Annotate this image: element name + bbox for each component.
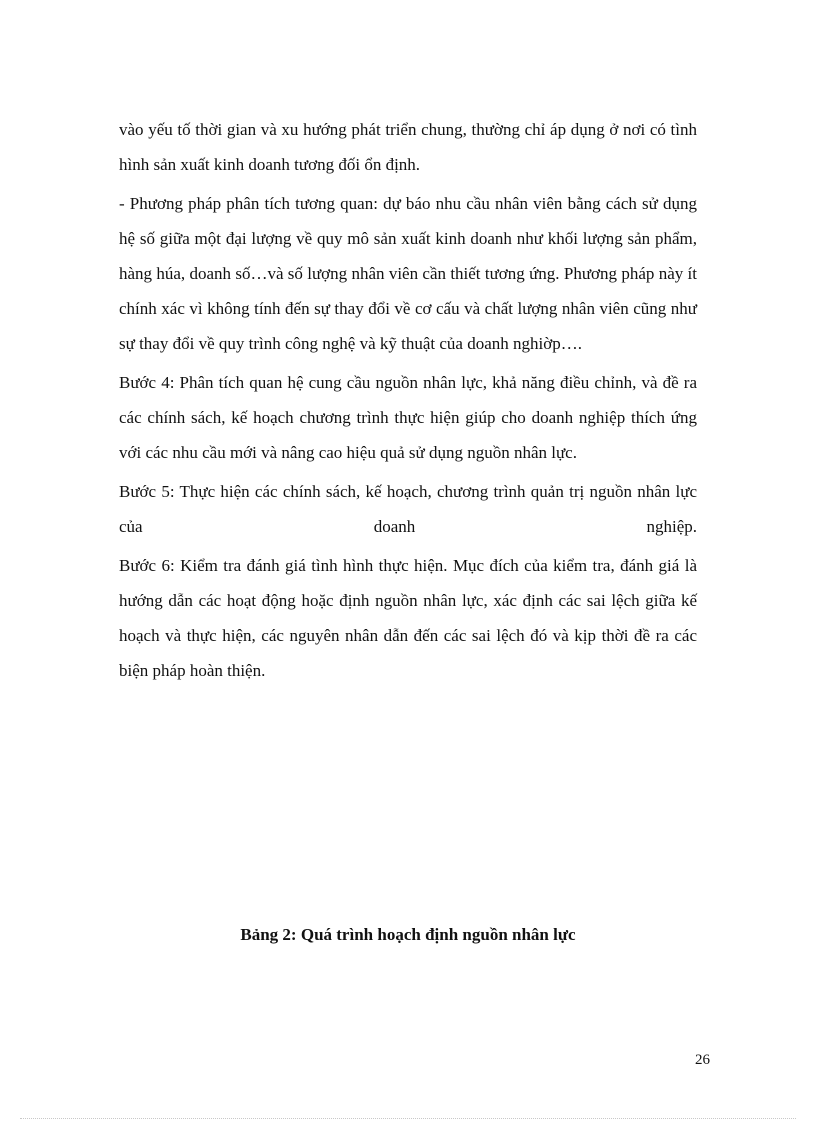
- page-number: 26: [695, 1052, 710, 1068]
- paragraph-trend-method-continued: vào yếu tố thời gian và xu hướng phát triển chung, thường chỉ áp dụng ở nơi có tình hình sản xuất kinh doanh tương đối ổn định.: [119, 120, 697, 174]
- page-body: [119, 112, 697, 688]
- paragraph-correlation-method: - Phương pháp phân tích tương quan: dự báo nhu cầu nhân viên bằng cách sử dụng hệ số giữa một đại lượng về quy mô sản xuất kinh doanh như khối lượng sản phẩm, hàng húa, doanh số…và số lượng nhân viên cần thiết tương ứng. Phương pháp này ít chính xác vì không tính đến sự thay đổi về cơ cấu và chất lượng nhân viên cũng như sự thay đổi về quy trình công nghệ và kỹ thuật của doanh nghiờp….: [119, 194, 697, 353]
- paragraph-step-5: Bước 5: Thực hiện các chính sách, kế hoạch, chương trình quản trị nguồn nhân lực của doanh nghiệp.: [119, 482, 697, 536]
- paragraph-step-4: Bước 4: Phân tích quan hệ cung cầu nguồn nhân lực, khả năng điều chỉnh, và đề ra các chính sách, kế hoạch chương trình thực hiện giúp cho doanh nghiệp thích ứng với các nhu cầu mới và nâng cao hiệu quả sử dụng nguồn nhân lực.: [119, 373, 697, 462]
- page-bottom-divider: [20, 1118, 796, 1119]
- paragraph-step-6: Bước 6: Kiểm tra đánh giá tình hình thực hiện. Mục đích của kiểm tra, đánh giá là hướng dẫn các hoạt động hoặc định nguồn nhân lực, xác định các sai lệch giữa kế hoạch và thực hiện, các nguyên nhân dẫn đến các sai lệch đó và kịp thời đề ra các biện pháp hoàn thiện.: [119, 556, 697, 680]
- table-caption: Bảng 2: Quá trình hoạch định nguồn nhân lực: [240, 925, 576, 944]
